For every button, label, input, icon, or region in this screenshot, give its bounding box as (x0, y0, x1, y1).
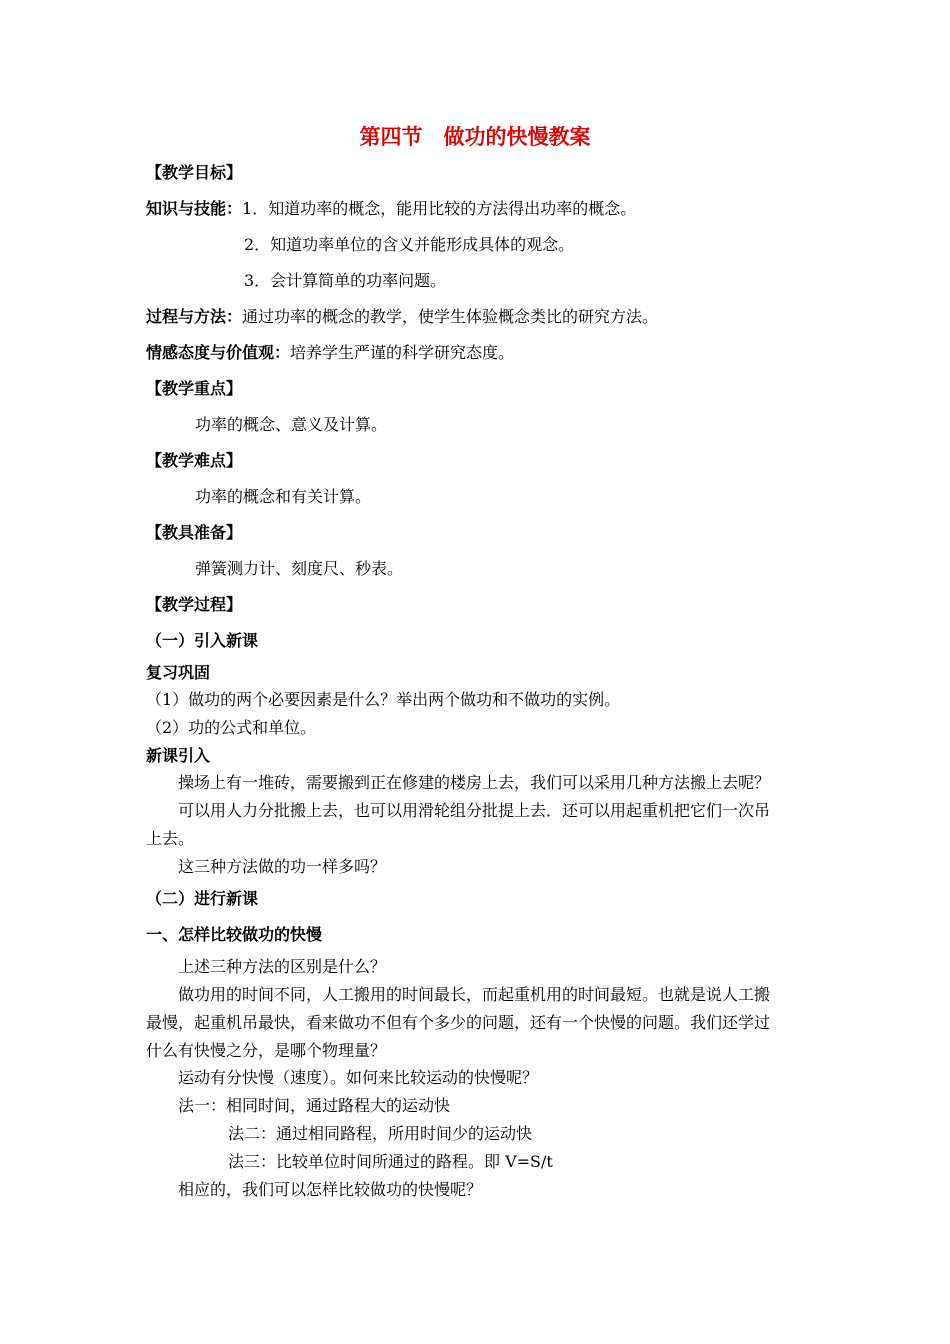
process-heading: 【教学过程】 (146, 595, 243, 614)
review-heading: 复习巩固 (146, 663, 211, 682)
key-points-text: 功率的概念、意义及计算。 (195, 415, 388, 434)
section1-line-6: 法一：相同时间，通过路程大的运动快 (178, 1096, 451, 1115)
knowledge-line-1 (146, 199, 636, 219)
process-text: 通过功率的概念的教学，使学生体验概念类比的研究方法。 (242, 307, 659, 326)
page-title: 第四节 做功的快慢教案 (359, 125, 591, 149)
knowledge-item-3: 3．会计算简单的功率问题。 (244, 271, 447, 290)
process-label: 过程与方法： (146, 307, 243, 326)
section1-line-4: 什么有快慢之分，是哪个物理量？ (146, 1041, 387, 1060)
attitude-text: 培养学生严谨的科学研究态度。 (290, 343, 515, 362)
section1-line-2: 做功用的时间不同，人工搬用的时间最长，而起重机用的时间最短。也就是说人工搬 (178, 985, 771, 1004)
intro-heading: 新课引入 (146, 746, 211, 765)
section1-heading: 一、怎样比较做功的快慢 (146, 925, 323, 944)
review-item-2: （2）功的公式和单位。 (146, 718, 317, 737)
difficulties-heading: 【教学难点】 (146, 451, 243, 470)
attitude-label: 情感态度与价值观： (146, 343, 291, 362)
difficulties-text: 功率的概念和有关计算。 (195, 487, 372, 506)
part1-heading: （一）引入新课 (146, 631, 259, 650)
equipment-text: 弹簧测力计、刻度尺、秒表。 (195, 559, 404, 578)
knowledge-item-2: 2．知道功率单位的含义并能形成具体的观念。 (244, 235, 575, 254)
equipment-heading: 【教具准备】 (146, 523, 243, 542)
intro-line-1: 操场上有一堆砖，需要搬到正在修建的楼房上去，我们可以采用几种方法搬上去呢？ (178, 773, 771, 792)
section1-line-9: 相应的，我们可以怎样比较做功的快慢呢？ (178, 1180, 483, 1199)
intro-line-4: 这三种方法做的功一样多吗？ (178, 857, 387, 876)
part2-heading: （二）进行新课 (146, 889, 259, 908)
section1-line-7: 法二：通过相同路程，所用时间少的运动快 (228, 1124, 533, 1143)
attitude-line (146, 343, 514, 363)
intro-line-3: 上去。 (146, 829, 195, 848)
review-item-1: （1）做功的两个必要因素是什么？举出两个做功和不做功的实例。 (146, 690, 621, 709)
process-method-line (146, 307, 658, 327)
section1-line-5: 运动有分快慢（速度）。如何来比较运动的快慢呢？ (178, 1068, 539, 1087)
section1-line-3: 最慢，起重机吊最快，看来做功不但有个多少的问题，还有一个快慢的问题。我们还学过 (146, 1013, 771, 1032)
knowledge-item-1: 1．知道功率的概念，能用比较的方法得出功率的概念。 (242, 199, 637, 218)
objectives-heading: 【教学目标】 (146, 163, 243, 182)
section1-line-1: 上述三种方法的区别是什么？ (178, 957, 387, 976)
section1-line-8: 法三：比较单位时间所通过的路程。即 V=S/t (228, 1152, 553, 1171)
intro-line-2: 可以用人力分批搬上去，也可以用滑轮组分批提上去．还可以用起重机把它们一次吊 (178, 801, 771, 820)
knowledge-label: 知识与技能： (146, 199, 243, 218)
key-points-heading: 【教学重点】 (146, 379, 243, 398)
